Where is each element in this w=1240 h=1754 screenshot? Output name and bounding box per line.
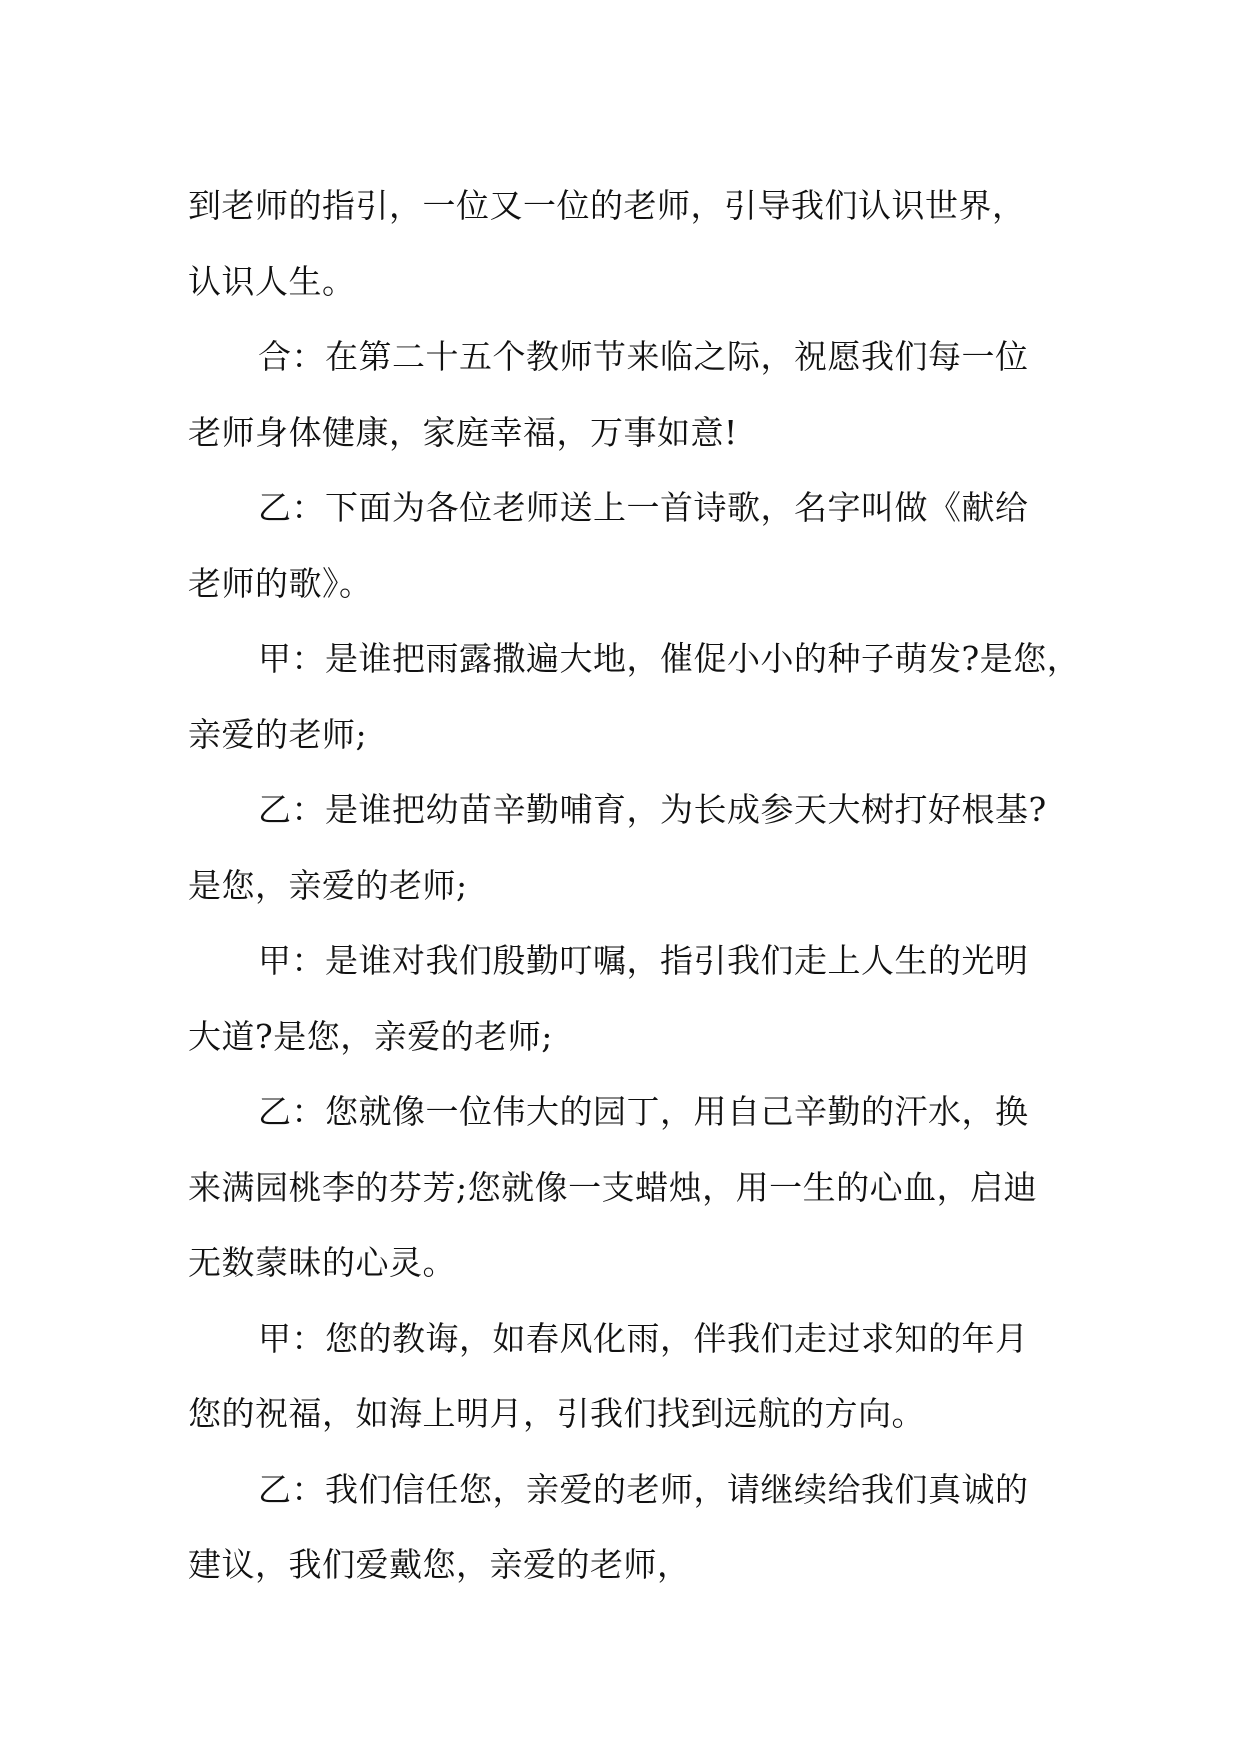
text-line: 乙：您就像一位伟大的园丁，用自己辛勤的汗水，换 — [258, 1092, 1029, 1131]
text-line: 甲：是谁把雨露撒遍大地，催促小小的种子萌发?是您， — [258, 639, 1081, 678]
text-line: 认识人生。 — [188, 261, 356, 301]
text-line: 乙：是谁把幼苗辛勤哺育，为长成参天大树打好根基? — [258, 790, 1047, 829]
text-line: 乙：下面为各位老师送上一首诗歌，名字叫做《献给 — [258, 488, 1029, 527]
text-line: 乙：我们信任您，亲爱的老师，请继续给我们真诚的 — [258, 1469, 1029, 1509]
text-line: 老师身体健康，家庭幸福，万事如意! — [188, 412, 738, 452]
text-line: 来满园桃李的芬芳;您就像一支蜡烛，用一生的心血，启迪 — [188, 1167, 1038, 1207]
text-line: 甲：您的教诲，如春风化雨，伴我们走过求知的年月 — [258, 1318, 1029, 1358]
document-body — [188, 168, 1081, 1603]
text-line: 建议，我们爱戴您，亲爱的老师， — [188, 1545, 691, 1584]
text-line: 无数蒙昧的心灵。 — [188, 1243, 456, 1282]
text-line: 老师的歌》。 — [188, 563, 373, 603]
text-line: 您的祝福，如海上明月，引我们找到远航的方向。 — [188, 1394, 925, 1433]
text-line: 合：在第二十五个教师节来临之际，祝愿我们每一位 — [258, 337, 1029, 376]
text-line: 亲爱的老师; — [188, 714, 368, 754]
text-line: 大道?是您，亲爱的老师; — [188, 1016, 553, 1056]
text-line: 甲：是谁对我们殷勤叮嘱，指引我们走上人生的光明 — [258, 941, 1029, 980]
text-line: 是您，亲爱的老师; — [188, 865, 468, 905]
text-line: 到老师的指引，一位又一位的老师，引导我们认识世界， — [188, 186, 1026, 225]
